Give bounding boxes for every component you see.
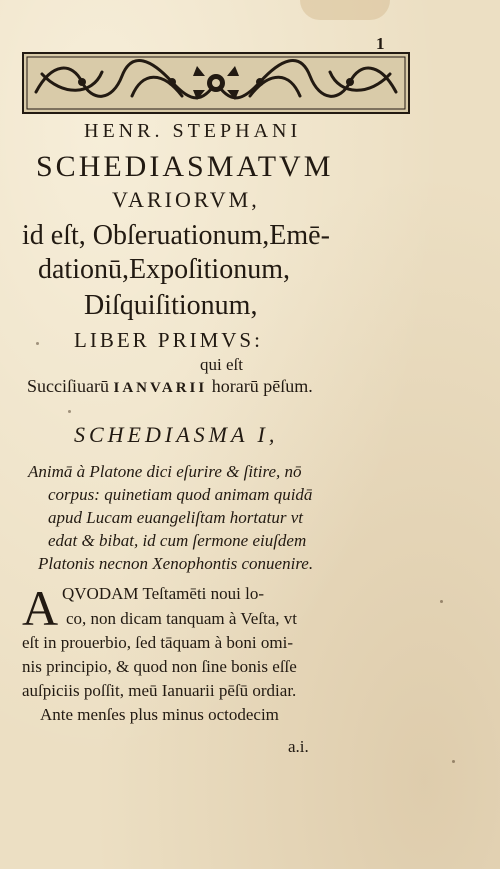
summary-line: apud Lucam euangeliſtam hortatur vt — [48, 508, 303, 527]
catchword: a.i. — [288, 737, 309, 756]
paper-speck — [440, 600, 443, 603]
paper-speck — [68, 410, 71, 413]
body-line: Ante menſes plus minus octodecim — [40, 705, 279, 724]
succisiuarum-line — [27, 376, 313, 397]
summary-line: corpus: quinetiam quod animam quidā — [48, 485, 313, 504]
page-number: 1 — [376, 34, 385, 53]
summary-line: Platonis necnon Xenophontis conuenire. — [38, 554, 314, 573]
title-main: SCHEDIASMATVM — [36, 150, 334, 183]
headpiece-ornament — [22, 52, 410, 114]
title-line-2: dationū,Expoſitionum, — [38, 254, 290, 285]
body-line: auſpiciis poſſit, meū Ianuarii pēſū ordiar. — [22, 681, 297, 700]
title-line-1: id eſt, Obſeruationum,Emē- — [22, 220, 330, 251]
title-sub: VARIORVM, — [112, 187, 260, 212]
succ-prefix: Succiſiuarū — [27, 376, 109, 396]
section-heading: SCHEDIASMA I, — [74, 422, 279, 447]
body-line: QVODAM Teſtamēti noui lo- — [62, 584, 264, 603]
body-line: co, non dicam tanquam à Veſta, vt — [66, 609, 298, 628]
drop-cap: A — [22, 580, 59, 636]
body-line: nis principio, & quod non ſine bonis eſſe — [22, 657, 297, 676]
summary-line: Animā à Platone dici eſurire & ſitire, nō — [28, 462, 302, 481]
title-line-3: Diſquiſitionum, — [84, 290, 258, 321]
summary-line: edat & bibat, id cum ſermone eiuſdem — [48, 531, 307, 550]
succ-suffix: horarū pēſum. — [211, 376, 313, 396]
paper-stain — [300, 0, 390, 20]
paper-speck — [36, 342, 39, 345]
paper-speck — [452, 760, 455, 763]
liber-line: LIBER PRIMVS: — [74, 328, 263, 352]
author-line: HENR. STEPHANI — [84, 120, 302, 142]
body-line: eſt in prouerbio, ſed tāquam à boni omi- — [22, 633, 293, 652]
qui-est-line: qui eſt — [200, 355, 243, 374]
succ-caps: IANVARII — [113, 380, 208, 396]
